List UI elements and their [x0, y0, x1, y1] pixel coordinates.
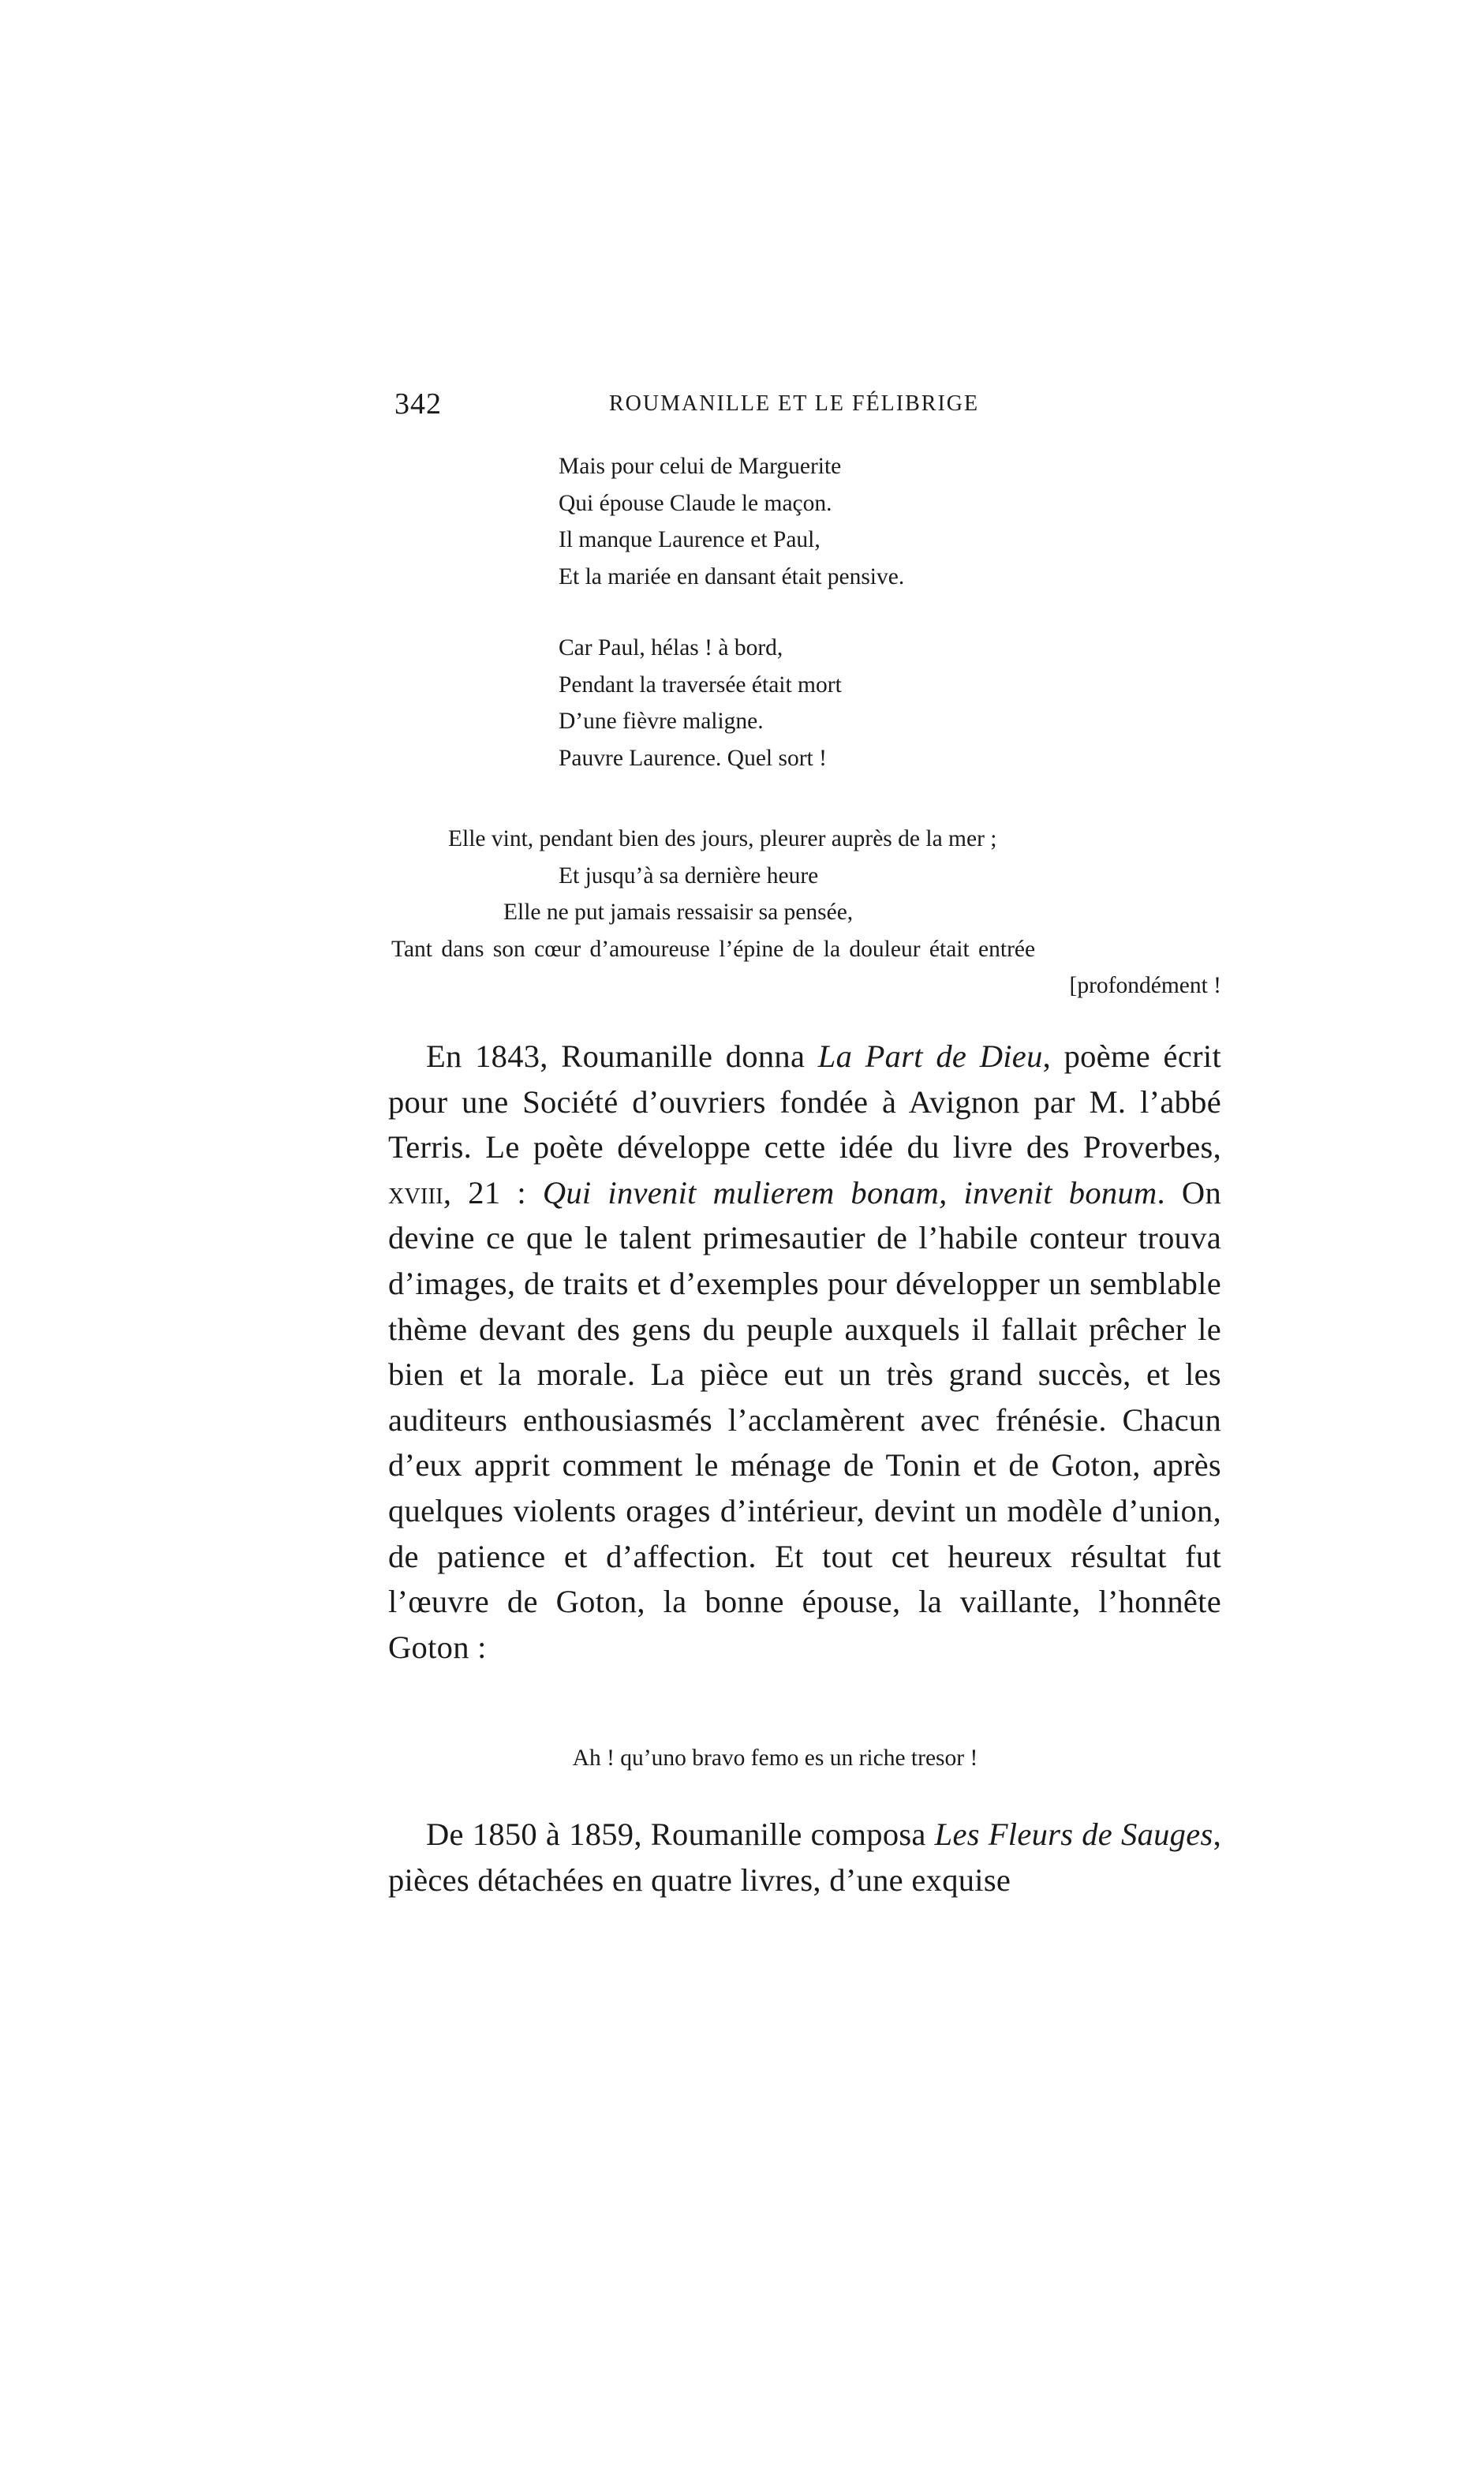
verse-line: Il manque Laurence et Paul,	[559, 527, 820, 552]
verse-line: Elle ne put jamais ressaisir sa pensée,	[503, 900, 854, 925]
work-title: La Part de Dieu	[817, 1038, 1043, 1074]
running-title: ROUMANILLE ET LE FÉLIBRIGE	[609, 391, 980, 416]
latin-quote: Qui invenit mulierem bonam, invenit bonum	[542, 1174, 1157, 1210]
page-header	[394, 387, 1223, 434]
verse-line: D’une fièvre maligne.	[559, 709, 764, 734]
verse-stanza-2	[559, 630, 842, 776]
verse-line-continuation: [profondément !	[1069, 973, 1221, 998]
work-title: Les Fleurs de Sauges	[934, 1816, 1213, 1852]
body-paragraph	[388, 1812, 1221, 1902]
verse-line: Pauvre Laurence. Quel sort !	[559, 745, 827, 771]
verse-line: Pendant la traversée était mort	[559, 672, 842, 698]
paragraph-text: . On devine ce que le talent primesautier de l’habile conteur trouva d’images, de traits et d’exemples pour développer un semblable thème devant des gens du peuple auxquels il fallait prêcher le bien et la morale. La pièce eut un très grand succès, et les auditeurs enthousiasmés l’acclamèrent avec frénésie. Chacun d’eux apprit comment le ménage de Tonin et de Goton, après quelques violents orages d’intérieur, devint un modèle d’union, de patience et d’affection. Et tout cet heureux résultat fut l’œuvre de Goton, la bonne épouse, la vaillante, l’honnête Goton :	[388, 1174, 1222, 1665]
verse-stanza-3	[391, 821, 1221, 1005]
verse-line: Et jusqu’à sa dernière heure	[559, 862, 819, 889]
quoted-verse-text: Ah ! qu’uno bravo femo es un riche tresor !	[572, 1745, 978, 1771]
paragraph-text: De 1850 à 1859, Roumanille composa	[426, 1816, 935, 1852]
quoted-verse	[0, 1745, 1484, 1772]
verse-line: Qui épouse Claude le maçon.	[559, 490, 832, 516]
verse-line: Elle vint, pendant bien des jours, pleurer auprès de la mer ;	[448, 826, 997, 851]
verse-line: Et la mariée en dansant était pensive.	[559, 563, 905, 589]
paragraph-text: , pièces détachées en quatre livres, d’une exquise	[388, 1816, 1221, 1898]
body-paragraph	[388, 1034, 1221, 1670]
chapter-reference: xviii	[388, 1174, 443, 1210]
verse-line: Tant dans son cœur d’amoureuse l’épine de la douleur était entrée	[391, 936, 1036, 962]
page-number: 342	[394, 387, 442, 421]
verse-line: Car Paul, hélas ! à bord,	[559, 635, 783, 660]
paragraph-text: , poème écrit pour une Société d’ouvriers fondée à Avignon par M. l’abbé Terris. Le poète développe cette idée du livre des Proverbes,	[388, 1038, 1221, 1165]
verse-stanza-1	[559, 448, 904, 595]
paragraph-text: , 21 :	[443, 1174, 543, 1210]
verse-line: Mais pour celui de Marguerite	[559, 454, 842, 479]
paragraph-text: En 1843, Roumanille donna	[426, 1038, 818, 1074]
